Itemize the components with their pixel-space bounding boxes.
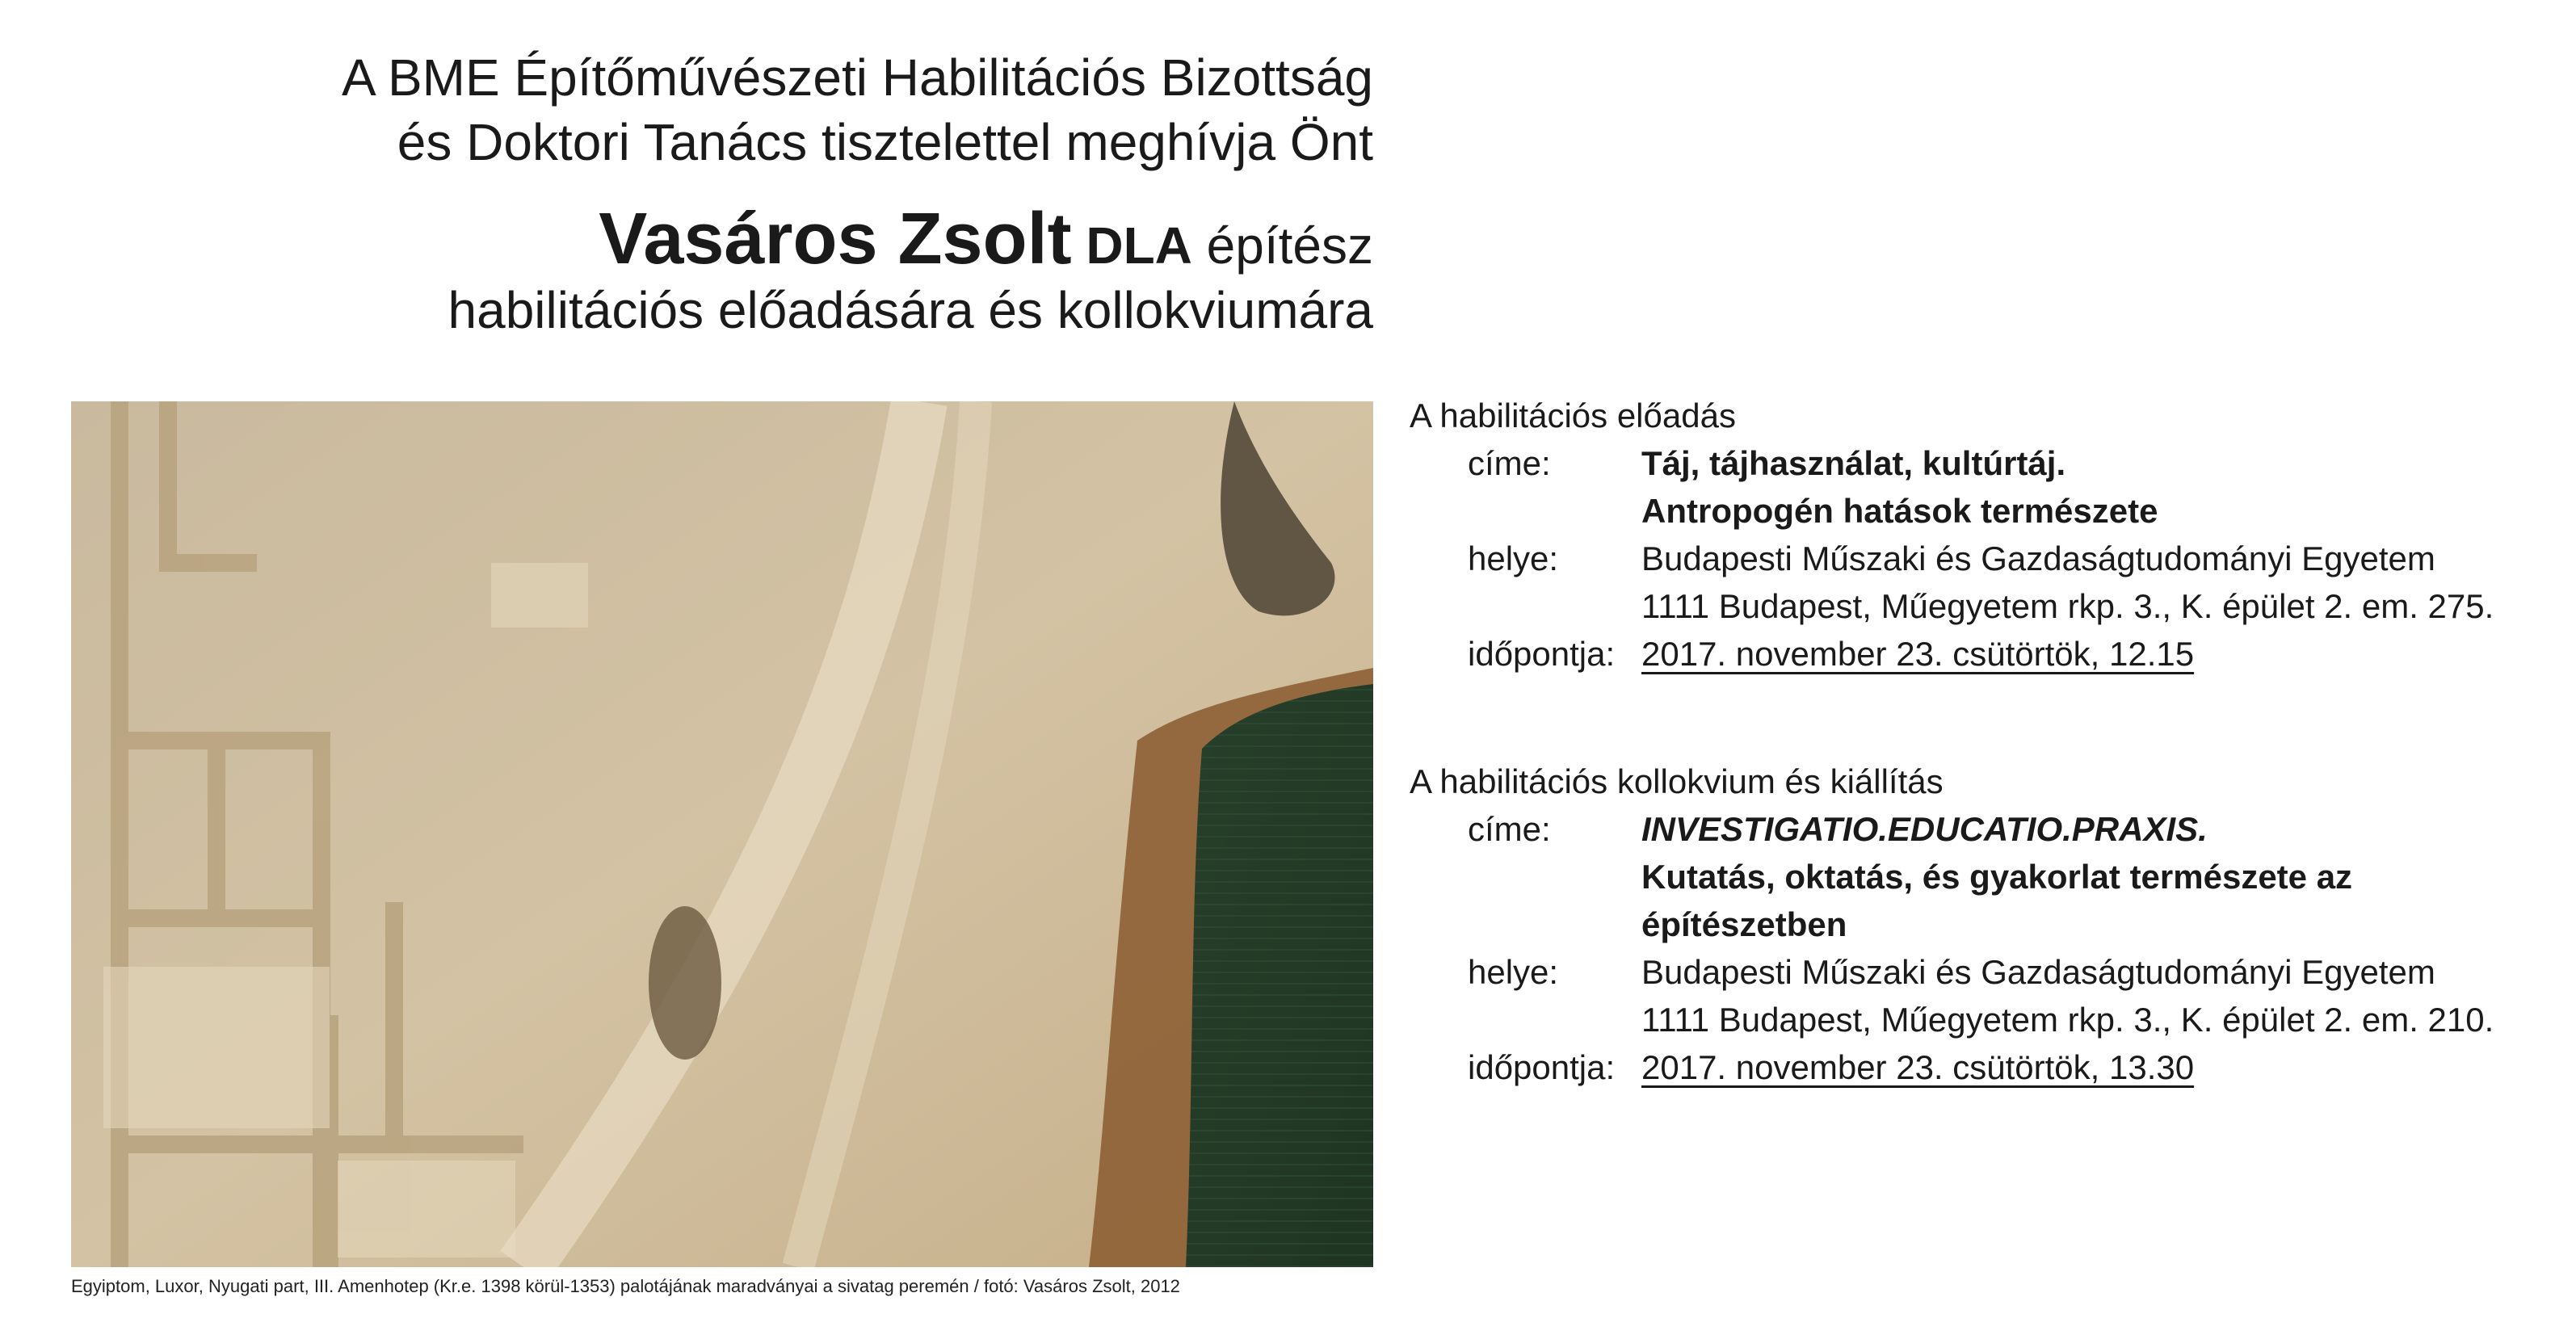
- speaker-degree: DLA: [1086, 216, 1192, 275]
- lecture-title-2: Antropogén hatások természete: [1641, 492, 2158, 530]
- colloquium-place-1: Budapesti Műszaki és Gazdaságtudományi Egyetem: [1641, 953, 2435, 991]
- colloquium-title-row: [1410, 805, 2557, 853]
- lecture-time-row: [1410, 630, 2557, 678]
- colloquium-place-row: [1410, 948, 2557, 996]
- colloquium-title-1: INVESTIGATIO.EDUCATIO.PRAXIS.: [1641, 810, 2208, 848]
- photo-caption: Egyiptom, Luxor, Nyugati part, III. Amenhotep (Kr.e. 1398 körül-1353) palotájának maradványai a sivatag peremén / fotó: Vasáros Zsolt, 2012: [71, 1276, 1180, 1296]
- lecture-title-1: Táj, tájhasználat, kultúrtáj.: [1641, 444, 2066, 482]
- colloquium-time-label: időpontja:: [1468, 1048, 1616, 1086]
- invitation-subtitle: habilitációs előadására és kollokviumára: [448, 281, 1373, 339]
- lecture-heading: A habilitációs előadás: [1410, 397, 1736, 435]
- lecture-place-2: 1111 Budapest, Műegyetem rkp. 3., K. épület 2. em. 275.: [1641, 587, 2494, 625]
- colloquium-place-2: 1111 Budapest, Műegyetem rkp. 3., K. épület 2. em. 210.: [1641, 1001, 2494, 1039]
- invitation-header: [0, 45, 1373, 341]
- colloquium-time-row: [1410, 1043, 2557, 1091]
- lecture-place-1: Budapesti Műszaki és Gazdaságtudományi Egyetem: [1641, 539, 2435, 577]
- invitation-line-2: és Doktori Tanács tisztelettel meghívja Önt: [397, 113, 1373, 171]
- lecture-place-row-2: [1410, 582, 2557, 630]
- colloquium-place-label: helye:: [1468, 953, 1559, 991]
- colloquium-time: 2017. november 23. csütörtök, 13.30: [1641, 1048, 2195, 1086]
- aerial-photo: [71, 401, 1373, 1267]
- invitation-line-1: A BME Építőművészeti Habilitációs Bizottság: [342, 48, 1373, 107]
- speaker-profession: építész: [1206, 216, 1373, 275]
- lecture-time: 2017. november 23. csütörtök, 12.15: [1641, 635, 2195, 673]
- speaker-name: Vasáros Zsolt: [599, 199, 1072, 279]
- lecture-title-row: [1410, 439, 2557, 487]
- lecture-place-row: [1410, 535, 2557, 582]
- colloquium-section: [1410, 758, 2557, 1091]
- colloquium-title-row-2: [1410, 853, 2557, 948]
- lecture-title-label: címe:: [1468, 444, 1551, 482]
- colloquium-place-row-2: [1410, 996, 2557, 1043]
- lecture-place-label: helye:: [1468, 539, 1559, 577]
- lecture-time-label: időpontja:: [1468, 635, 1616, 673]
- colloquium-title-2: Kutatás, oktatás, és gyakorlat természete az építészetben: [1641, 858, 2353, 943]
- speaker-line: [0, 199, 1373, 279]
- colloquium-heading: A habilitációs kollokvium és kiállítás: [1410, 762, 1944, 800]
- lecture-title-row-2: [1410, 487, 2557, 535]
- aerial-photo-image: [71, 401, 1373, 1267]
- colloquium-title-label: címe:: [1468, 810, 1551, 848]
- event-details: [1410, 393, 2557, 1172]
- lecture-section: [1410, 393, 2557, 678]
